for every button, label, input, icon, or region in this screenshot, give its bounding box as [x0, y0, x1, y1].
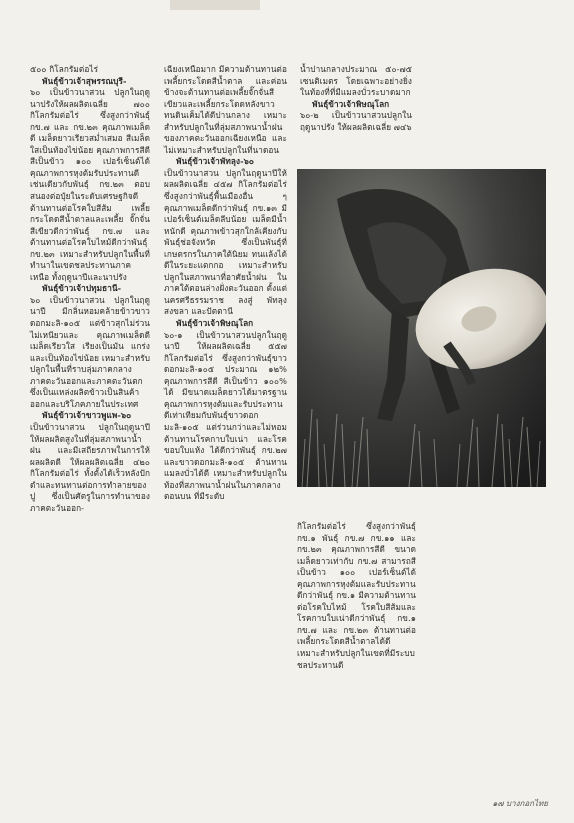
paragraph	[30, 410, 150, 514]
paragraph	[164, 318, 287, 503]
variety-heading: พันธุ์ข้าวเจ้าขาวพูแพ-๖๐	[42, 410, 132, 421]
page-number: ๑๗ บางกอกไทย	[492, 799, 548, 808]
farmer-planting-rice-photo	[297, 169, 546, 487]
paragraph-body: ๖๐-๒ เป็นข้าวนาสวนปลูกในฤดูนาปรัง ให้ผลผลิตเฉลี่ย ๗๔๖	[300, 110, 412, 132]
paragraph-body: เป็นข้าวนาสวน ปลูกในฤดูนาปีให้ผลผลิตเฉลี่ย ๔๕๗ กิโลกรัมต่อไร่ ซึ่งสูงกว่าพันธุ์พื้นเมืองอื่น ๆ คุณภาพเมล็ดดีกว่าพันธุ์ กข.๑๓ มีเปอร์เซ็นต์เมล็ดลีบน้อย เมล็ดมีน้ำหนักดี คุณภาพข้าวสุกใกล้เคียงกับพันธุ์ช่อจังหวัด ซึ่งเป็นพันธุ์ที่เกษตรกรในภาคใต้นิยม ทนแล้งได้ดีในระยะแตกกอ เหมาะสำหรับปลูกในสภาพนาที่อาศัยน้ำฝน ในภาคใต้ตอนล่างฝั่งตะวันออก ตั้งแต่นครศรีธรรมราช ลงสู่ พัทลุง สงขลา และปัตตานี	[164, 167, 287, 317]
variety-heading: พันธุ์ข้าวเจ้าพิษณุโลก	[312, 98, 390, 109]
paragraph: ๕๐๐ กิโลกรัมต่อไร่	[30, 64, 99, 74]
text-column-3-top	[300, 64, 412, 133]
paragraph: เฉียงเหนือมาก มีความต้านทานต่อเพลี้ยกระโดดสีน้ำตาล และค่อนข้างจะต้านทานต่อเพลี้ยจั๊กจั่นสีเขียวและเพลี้ยกระโดดหลังขาว ทนดินเค็มได้ดีปานกลาง เหมาะสำหรับปลูกในที่ลุ่มสภาพนาน้ำฝน ของภาคตะวันออกเฉียงเหนือ และไม่เหมาะสำหรับปลูกในที่นาดอน	[164, 64, 287, 155]
paragraph-body: ๖๐-๑ เป็นข้าวนาสวนปลูกในฤดูนาปี ให้ผลผลิตเฉลี่ย ๕๕๗ กิโลกรัมต่อไร่ ซึ่งสูงกว่าพันธุ์ขาวดอกมะลิ-๑๐๕ ประมาณ ๑๒% คุณภาพการสีดี สีเป็นข้าว ๑๐๐% ได้ มีขนาดเมล็ดยาวได้มาตรฐาน คุณภาพการหุงต้มและรับประทานดีเท่าเทียมกับพันธุ์ขาวดอกมะลิ-๑๐๕ แต่ร่วนกว่าและไม่หอม ต้านทานโรคกาบใบเน่า และโรคขอบใบแห้ง ได้ดีกว่าพันธุ์ กข.๒๗ และขาวดอกมะลิ-๑๐๕ ต้านทานแมลงบั่วได้ดี เหมาะสำหรับปลูกในท้องที่สภาพนาน้ำฝนในภาคกลางตอนบน ที่มีระดับ	[164, 329, 287, 502]
photo-illustration	[297, 169, 546, 487]
paragraph	[300, 99, 412, 134]
paragraph-body: ๖๐ เป็นข้าวนาสวน ปลูกในฤดูนาปี มีกลิ่นหอมคล้ายข้าวขาวดอกมะลิ-๑๐๕ แต่ข้าวสุกไม่ร่วน ไม่เหนียวและ คุณภาพเมล็ดดี เมล็ดเรียวใส เรียงเป็นมัน แกร่ง และเป็นท้องไข่น้อย เหมาะสำหรับปลูกในพื้นที่ราบลุ่มภาคกลาง ภาคตะวันออกและภาคตะวันตก ซึ่งเป็นแหล่งผลิตข้าวเป็นสินค้าออกและบริโภคภายในประเทศ	[30, 294, 150, 409]
variety-heading: พันธุ์ข้าวเจ้าพัทลุง-๖๐	[176, 156, 254, 167]
text-column-1	[30, 64, 150, 514]
paragraph-body: เป็นข้าวนาสวน ปลูกในฤดูนาปี ให้ผลผลิตสูงในที่ลุ่มสภาพนาน้ำฝน และมีเสถียรภาพในการให้ผลผลิตดี ให้ผลผลิตเฉลี่ย ๔๒๐ กิโลกรัมต่อไร่ ทั้งตั้งได้เร็วหลังปักดำและทนทานต่อการทำลายของปู ซึ่งเป็นศัตรูในการทำนาของภาคตะวันออก-	[30, 421, 150, 513]
top-edge-shadow	[170, 0, 260, 10]
variety-heading: พันธุ์ข้าวเจ้าสุพรรณบุรี-	[42, 75, 127, 86]
paragraph-body: ๖๐ เป็นข้าวนาสวน ปลูกในฤดูนาปรังให้ผลผลิตเฉลี่ย ๗๐๐ กิโลกรัมต่อไร่ ซึ่งสูงกว่าพันธุ์ กข.๗ และ กข.๒๓ คุณภาพเมล็ดดี เมล็ดยาวเรียวสม่ำเสมอ สีเมล็ดใสเป็นท้องไข่น้อย คุณภาพการสีดี สีเป็นข้าว ๑๐๐ เปอร์เซ็นต์ได้ คุณภาพการหุงต้มรับประทานดีเช่นเดียวกับพันธุ์ กข.๒๓ ตอบสนองต่อปุ๋ยในระดับเศรษฐกิจดี ต้านทานต่อโรคใบสีส้ม เพลี้ยกระโดดสีน้ำตาลและเพลี้ย จั๊กจั่นสีเขียวดีกว่าพันธุ์ กข.๗ และต้านทานต่อโรคใบไหม้ดีกว่าพันธุ์ กข.๒๓ เหมาะสำหรับปลูกในพื้นที่ทำนาในเขตชลประทานภาคเหนือ ทั้งฤดูนาปีและนาปรัง	[30, 87, 150, 282]
paragraph	[164, 156, 287, 318]
paragraph: น้ำปานกลางประมาณ ๕๐-๗๕ เซนติเมตร โดยเฉพาะอย่างยิ่งในท้องที่ที่มีแมลงบั่วระบาดมาก	[300, 64, 412, 98]
text-column-2	[164, 64, 287, 503]
text-column-3-bottom	[297, 521, 416, 671]
paragraph	[30, 76, 150, 284]
paragraph: กิโลกรัมต่อไร่ ซึ่งสูงกว่าพันธุ์ กข.๑ พันธุ์ กข.๗ กข.๑๑ และ กข.๒๓ คุณภาพการสีดี ขนาดเมล็ดยาวเท่ากับ กข.๗ สามารถสีเป็นข้าว ๑๐๐ เปอร์เซ็นต์ได้ คุณภาพการหุงต้มและรับประทานดีกว่าพันธุ์ กข.๑ มีความต้านทานต่อโรคใบไหม้ โรคใบสีส้มและโรคกาบใบเน่าดีกว่าพันธุ์ กข.๑ กข.๗ และ กข.๒๓ ต้านทานต่อเพลี้ยกระโดดสีน้ำตาลได้ดี เหมาะสำหรับปลูกในเขตที่มีระบบชลประทานดี	[297, 521, 416, 670]
variety-heading: พันธุ์ข้าวเจ้าพิษณุโลก	[176, 318, 254, 329]
paragraph	[30, 283, 150, 410]
variety-heading: พันธุ์ข้าวเจ้าปทุมธานี-	[42, 283, 122, 294]
